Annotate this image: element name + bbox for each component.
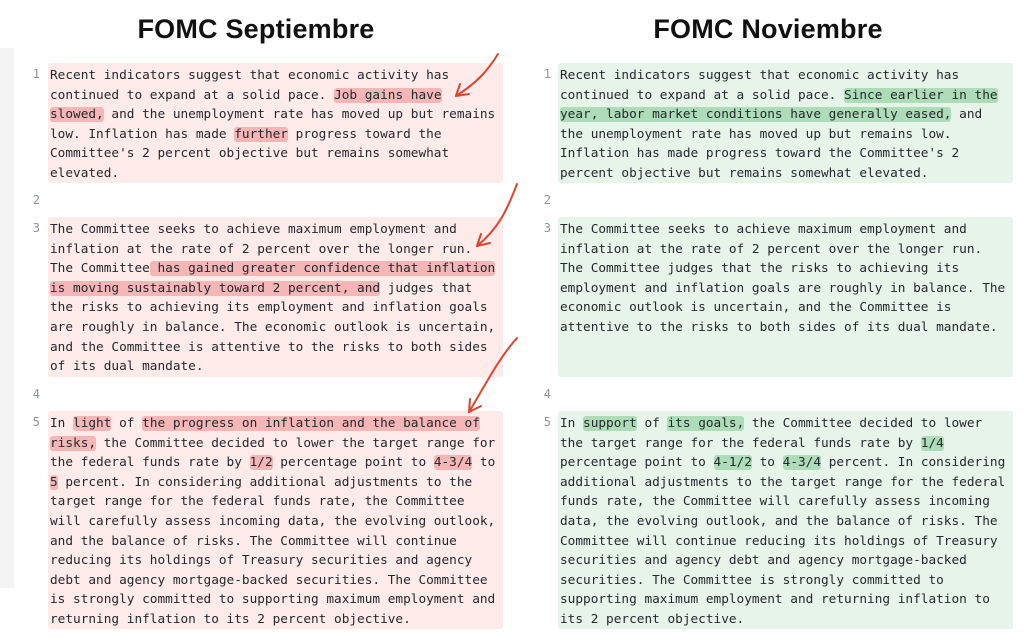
gutter-strip xyxy=(0,48,14,588)
diff-text: Inflation has made progress toward the Committee's 2 xyxy=(560,146,960,162)
diff-text: inflation at the rate of 2 percent over the longer run. xyxy=(560,241,983,257)
removed-text: 5 xyxy=(50,474,58,490)
diff-text: debt and agency mortgage-backed securities. The Committee xyxy=(50,572,488,588)
diff-text: the Committee decided to lower the target range for xyxy=(96,435,496,451)
diff-line xyxy=(560,144,1013,164)
line-number: 1 xyxy=(543,67,551,81)
diff-line xyxy=(560,610,1013,630)
diff-line xyxy=(560,453,1013,473)
diff-text: Committee will continue reducing its holdings of Treasury xyxy=(560,533,998,549)
diff-text: attentive to the risks to both sides of its dual mandate. xyxy=(560,319,998,335)
diff-line xyxy=(560,86,1013,106)
removed-paragraph-5[interactable] xyxy=(48,411,503,629)
diff-line xyxy=(50,414,503,434)
diff-text: target range for the federal funds rate, the Committee xyxy=(50,494,465,510)
diff-line xyxy=(560,164,1013,184)
removed-text: has gained greater confidence that inflation xyxy=(149,261,496,277)
diff-text: The Committee seeks to achieve maximum employment and xyxy=(50,222,457,237)
diff-line xyxy=(560,512,1013,532)
diff-line xyxy=(560,318,1013,338)
diff-line xyxy=(50,220,503,240)
diff-text: progress toward the xyxy=(287,126,442,142)
diff-text: reducing its holdings of Treasury securities and agency xyxy=(50,553,473,569)
diff-text: low. Inflation has made xyxy=(50,126,235,142)
diff-text: and the Committee is attentive to the risks to both sides xyxy=(50,339,488,355)
diff-text: funds rate, the Committee will carefully assess incoming xyxy=(560,494,990,510)
line-number: 2 xyxy=(543,193,551,207)
diff-line xyxy=(50,144,503,164)
diff-text: additional adjustments to the target range for the federal xyxy=(560,474,1006,490)
removed-text: Job gains have xyxy=(334,87,442,103)
diff-text: percent. In considering xyxy=(821,455,1006,471)
diff-text: supporting maximum employment and returning inflation to xyxy=(560,592,990,608)
diff-text: continued to expand at a solid pace. xyxy=(560,87,845,103)
diff-text: Recent indicators suggest that economic activity has xyxy=(50,68,450,83)
diff-text: The Committee judges that the risks to achieving its xyxy=(560,261,960,277)
added-paragraph-3[interactable] xyxy=(558,217,1013,377)
diff-text: to xyxy=(751,455,783,471)
diff-text: returning inflation to its 2 percent objective. xyxy=(50,611,411,627)
diff-line xyxy=(50,318,503,338)
diff-line xyxy=(50,434,503,454)
diff-line xyxy=(50,357,503,377)
diff-line xyxy=(50,240,503,260)
removed-text: slowed, xyxy=(50,107,104,123)
diff-line xyxy=(560,240,1013,260)
diff-line xyxy=(50,551,503,571)
diff-text: of xyxy=(111,416,143,431)
pane-title-right: FOMC Noviembre xyxy=(653,14,883,44)
removed-paragraph-3[interactable] xyxy=(48,217,503,377)
removed-text: 1/2 xyxy=(249,455,273,471)
diff-text: and xyxy=(951,107,983,123)
added-text: 4-3/4 xyxy=(782,455,822,471)
diff-line xyxy=(50,571,503,591)
diff-line xyxy=(560,532,1013,552)
diff-line xyxy=(560,259,1013,279)
diff-line xyxy=(560,571,1013,591)
diff-text: and the unemployment rate has moved up but remains xyxy=(103,107,496,123)
diff-text: the unemployment rate has moved up but remains low. xyxy=(560,126,952,142)
diff-text: data, the evolving outlook, and the balance of risks. The xyxy=(560,513,998,529)
diff-line xyxy=(560,298,1013,318)
added-text: 4-1/2 xyxy=(713,455,752,471)
added-paragraph-1[interactable] xyxy=(558,63,1013,183)
diff-line xyxy=(50,298,503,318)
diff-text: percentage point to xyxy=(560,455,714,471)
diff-text: its 2 percent objective. xyxy=(560,611,745,627)
diff-line xyxy=(50,259,503,279)
removed-text: 4-3/4 xyxy=(433,455,473,471)
diff-line xyxy=(50,86,503,106)
diff-line xyxy=(560,414,1013,434)
diff-line xyxy=(50,532,503,552)
diff-text: Recent indicators suggest that economic activity has xyxy=(560,68,960,83)
diff-text: will carefully assess incoming data, the evolving outlook, xyxy=(50,513,496,529)
diff-line xyxy=(50,512,503,532)
diff-pane-right xyxy=(512,0,1024,641)
diff-text: inflation at the rate of 2 percent over the longer run. xyxy=(50,241,473,257)
diff-line xyxy=(50,125,503,145)
added-text: year, labor market conditions have generally eased, xyxy=(560,107,952,123)
diff-text: the Committee decided to lower xyxy=(744,416,983,431)
added-paragraph-5[interactable] xyxy=(558,411,1013,629)
diff-line xyxy=(560,473,1013,493)
line-number: 5 xyxy=(32,415,40,429)
diff-line xyxy=(50,105,503,125)
removed-text: is moving sustainably toward 2 percent, and xyxy=(50,280,381,296)
diff-line xyxy=(560,492,1013,512)
diff-line xyxy=(560,590,1013,610)
diff-text: percent. In considering additional adjustments to the xyxy=(57,474,473,490)
diff-text: economic outlook is uncertain, and the Committee is xyxy=(560,300,952,316)
diff-line xyxy=(50,473,503,493)
removed-text: further xyxy=(234,126,288,142)
diff-text: securities and agency debt and agency mortgage-backed xyxy=(560,553,967,569)
diff-line xyxy=(50,279,503,299)
line-number: 4 xyxy=(32,387,40,401)
diff-text: of its dual mandate. xyxy=(50,359,204,375)
diff-line xyxy=(560,125,1013,145)
diff-line xyxy=(50,338,503,358)
diff-text: judges that xyxy=(380,280,473,296)
diff-text: employment and inflation goals are roughly in balance. The xyxy=(560,280,1006,296)
diff-text: securities. The Committee is strongly committed to xyxy=(560,572,944,588)
diff-line xyxy=(50,164,503,184)
pane-title-left: FOMC Septiembre xyxy=(137,14,375,44)
diff-line xyxy=(560,220,1013,240)
diff-text: and the balance of risks. The Committee will continue xyxy=(50,533,457,549)
removed-paragraph-1[interactable] xyxy=(48,63,503,183)
line-number: 3 xyxy=(543,221,551,235)
diff-line xyxy=(50,492,503,512)
line-number: 5 xyxy=(543,415,551,429)
diff-text: the federal funds rate by xyxy=(50,455,250,471)
diff-line xyxy=(50,453,503,473)
diff-line xyxy=(50,66,503,86)
removed-text: risks, xyxy=(50,435,97,451)
diff-line xyxy=(560,434,1013,454)
added-text: support xyxy=(583,416,637,431)
diff-text: to xyxy=(472,455,496,471)
line-number: 2 xyxy=(32,193,40,207)
diff-line xyxy=(560,279,1013,299)
diff-line xyxy=(50,590,503,610)
diff-text: In xyxy=(560,416,584,431)
diff-text: In xyxy=(50,416,74,431)
removed-text: light xyxy=(73,416,112,431)
diff-text: of xyxy=(636,416,668,431)
line-number: 1 xyxy=(32,67,40,81)
diff-text: Committee's 2 percent objective but remains somewhat xyxy=(50,146,450,162)
diff-line xyxy=(560,551,1013,571)
diff-text: the target range for the federal funds rate by xyxy=(560,435,921,451)
diff-text: The Committee seeks to achieve maximum employment and xyxy=(560,222,967,237)
added-text: its goals, xyxy=(667,416,745,431)
diff-line xyxy=(50,610,503,630)
line-number: 3 xyxy=(32,221,40,235)
diff-text: percentage point to xyxy=(272,455,434,471)
removed-text: the progress on inflation and the balance of xyxy=(142,416,480,431)
diff-line xyxy=(560,105,1013,125)
diff-text: the risks to achieving its employment and inflation goals xyxy=(50,300,488,316)
line-number: 4 xyxy=(543,387,551,401)
diff-text: continued to expand at a solid pace. xyxy=(50,87,335,103)
diff-line xyxy=(560,66,1013,86)
diff-text: elevated. xyxy=(50,165,120,181)
added-text: Since earlier in the xyxy=(844,87,998,103)
diff-text: The Committee xyxy=(50,261,150,277)
diff-text: is strongly committed to supporting maximum employment and xyxy=(50,592,496,608)
diff-text: are roughly in balance. The economic outlook is uncertain, xyxy=(50,319,496,335)
diff-text: percent objective but remains somewhat elevated. xyxy=(560,165,929,181)
added-text: 1/4 xyxy=(920,435,944,451)
